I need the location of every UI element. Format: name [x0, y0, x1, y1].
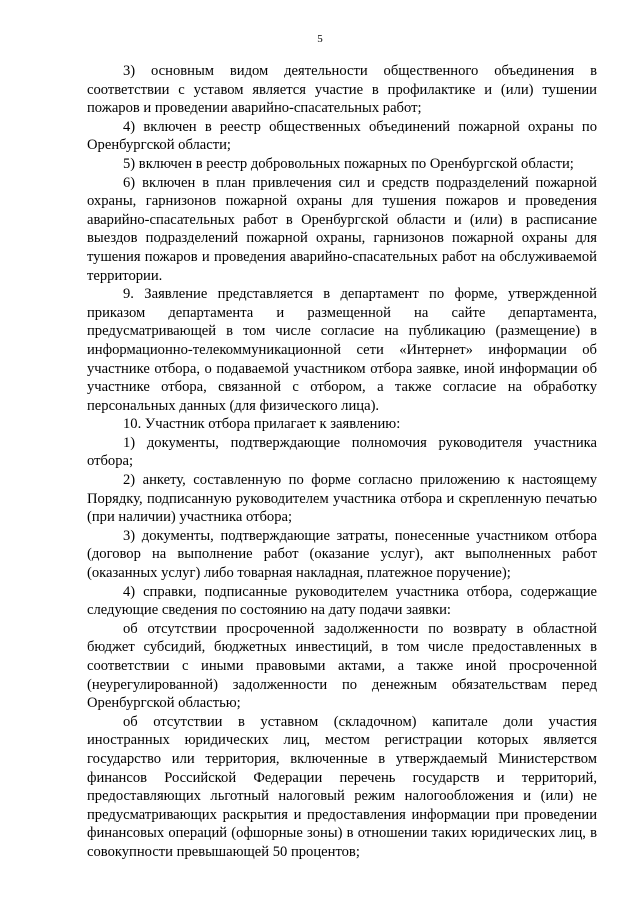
paragraph: 3) основным видом деятельности общественного объединения в соответствии с уставом является участие в профилактике и (или) тушении пожаров и проведении аварийно-спасательных работ;	[87, 63, 597, 117]
paragraph: об отсутствии в уставном (складочном) капитале доли участия иностранных юридических лиц, местом регистрации которых является государство или территория, включенные в утверждаемый Министерством финансов Российской Федерации перечень государств и территорий, предоставляющих льготный налоговый режим налогообложения и (или) не предусматривающих раскрытия и предоставления информации при проведении финансовых операций (офшорные зоны) в отношении таких юридических лиц, в совокупности превышающей 50 процентов;	[87, 713, 597, 860]
paragraph: 10. Участник отбора прилагает к заявлению:	[123, 416, 401, 433]
paragraph: 4) справки, подписанные руководителем участника отбора, содержащие следующие сведения по состоянию на дату подачи заявки:	[87, 583, 597, 619]
paragraph: 4) включен в реестр общественных объединений пожарной охраны по Оренбургской области;	[87, 118, 597, 154]
paragraph: 5) включен в реестр добровольных пожарных по Оренбургской области;	[123, 155, 574, 172]
paragraph: 6) включен в план привлечения сил и средств подразделений пожарной охраны, гарнизонов пожарной охраны для тушения пожаров и проведения аварийно-спасательных работ в Оренбургской области и (или) в расписание выездов подразделений пожарной охраны, гарнизонов пожарной охраны для тушения пожаров и проведения аварийно-спасательных работ на обслуживаемой территории.	[87, 174, 597, 284]
paragraph: 9. Заявление представляется в департамент по форме, утвержденной приказом департамента и размещенной на сайте департамента, предусматривающей в том числе согласие на публикацию (размещение) в информационно-телекоммуникационной сети «Интернет» информации об участнике отбора, о подаваемой участником отбора заявке, иной информации об участнике отбора, связанной с отбором, а также согласие на обработку персональных данных (для физического лица).	[87, 286, 597, 414]
paragraph: 1) документы, подтверждающие полномочия руководителя участника отбора;	[87, 434, 597, 470]
page-number: 5	[317, 33, 323, 45]
document-body	[87, 62, 597, 862]
paragraph: 2) анкету, составленную по форме согласно приложению к настоящему Порядку, подписанную руководителем участника отбора и скрепленную печатью (при наличии) участника отбора;	[87, 472, 597, 526]
paragraph: об отсутствии просроченной задолженности по возврату в областной бюджет субсидий, бюджетных инвестиций, в том числе предоставленных в соответствии с иными правовыми актами, а также иной просроченной (неурегулированной) задолженности по денежным обязательствам перед Оренбургской областью;	[87, 620, 597, 712]
paragraph: 3) документы, подтверждающие затраты, понесенные участником отбора (договор на выполнение работ (оказание услуг), акт выполненных работ (оказанных услуг) либо товарная накладная, платежное поручение);	[87, 527, 597, 582]
